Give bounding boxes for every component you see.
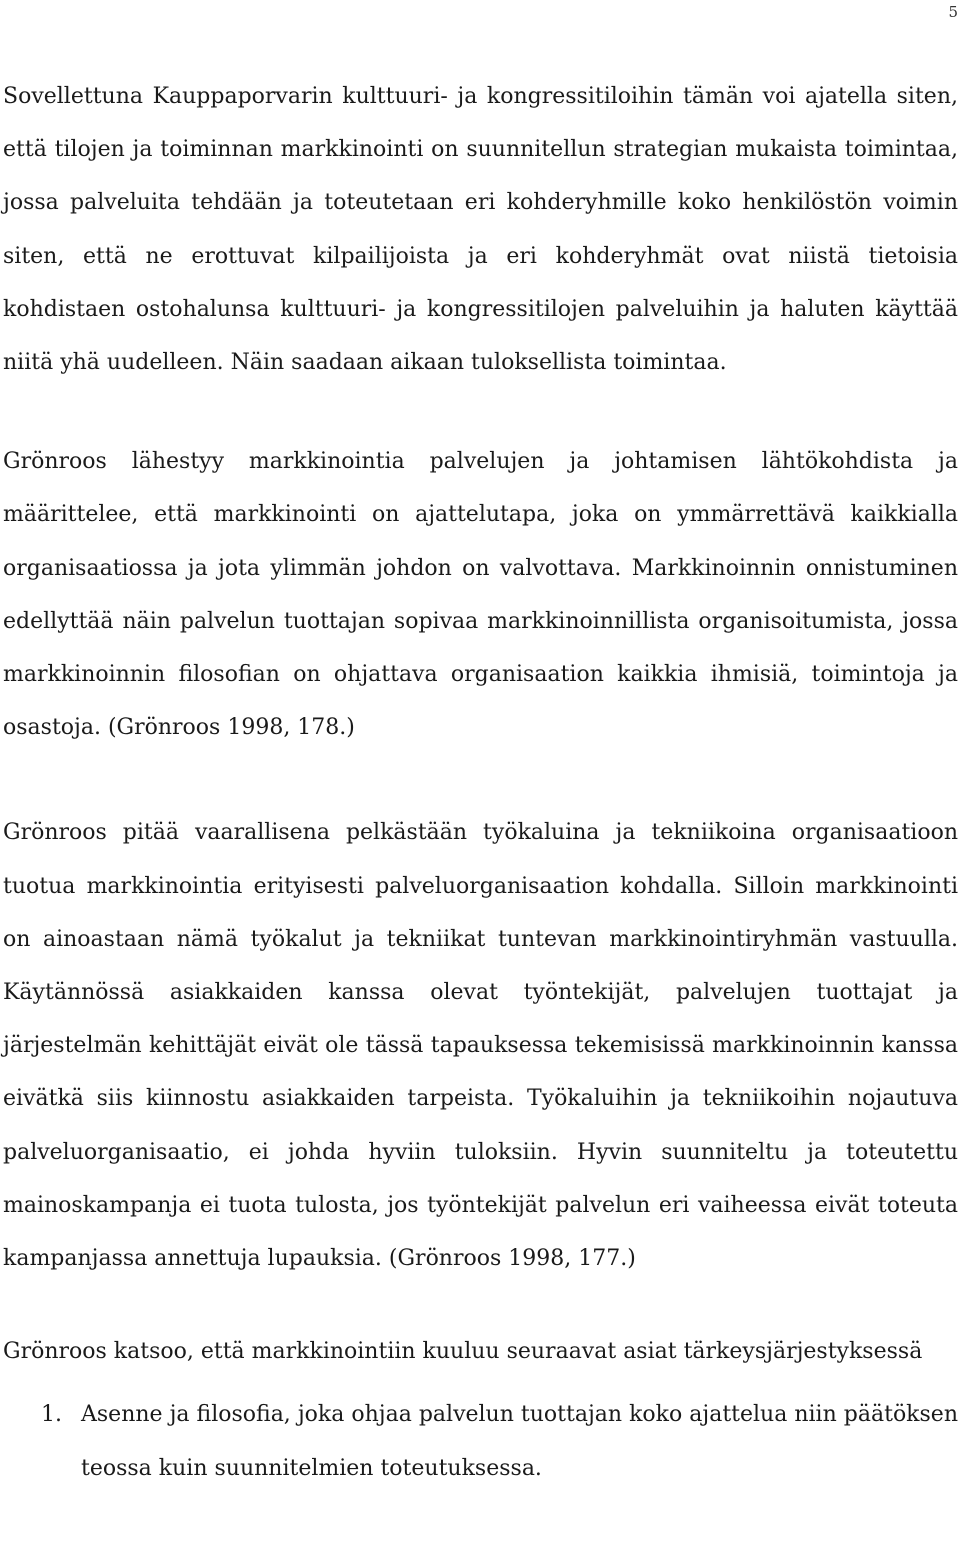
paragraph-list-intro: Grönroos katsoo, että markkinointiin kuuluu seuraavat asiat tärkeysjärjestyksessä bbox=[3, 1339, 923, 1365]
list-item-text: Asenne ja filosofia, joka ohjaa palvelun tuottajan koko ajattelua niin päätöksen teossa kuin suunnitelmien toteutuksessa. bbox=[81, 1402, 958, 1481]
paragraph-gronroos-definition: Grönroos lähestyy markkinointia palvelujen ja johtamisen lähtökohdista ja määrittelee, että markkinointi on ajattelutapa, joka on ymmärrettävä kaikkialla organisaatiossa ja jota ylimmän johdon on valvottava. Markkinoinnin onnistuminen edellyttää näin palvelun tuottajan sopivaa markkinoinnillista organisoitumista, jossa markkinoinnin filosofian on ohjattava organisaation kaikkia ihmisiä, toimintoja ja osastoja. (Grönroos 1998, 178.) bbox=[3, 449, 958, 741]
paragraph-gronroos-tools: Grönroos pitää vaarallisena pelkästään työkaluina ja tekniikoina organisaatioon tuotua markkinointia erityisesti palveluorganisaation kohdalla. Silloin markkinointi on ainoastaan nämä työkalut ja tekniikat tuntevan markkinointiryhmän vastuulla. Käytännössä asiakkaiden kanssa olevat työntekijät, palvelujen tuottajat ja järjestelmän kehittäjät eivät ole tässä tapauksessa tekemisissä markkinoinnin kanssa eivätkä siis kiinnostu asiakkaiden tarpeista. Työkaluihin ja tekniikoihin nojautuva palveluorganisaatio, ei johda hyviin tuloksiin. Hyvin suunniteltu ja toteutettu mainoskampanja ei tuota tulosta, jos työntekijät palvelun eri vaiheessa eivät toteuta kampanjassa annettuja lupauksia. (Grönroos 1998, 177.) bbox=[3, 820, 958, 1272]
priority-list bbox=[3, 1388, 958, 1494]
list-item bbox=[3, 1388, 958, 1494]
list-item-number: 1. bbox=[41, 1402, 62, 1428]
page-number: 5 bbox=[948, 3, 958, 21]
document-body bbox=[3, 70, 958, 1495]
paragraph-kauppaporvari: Sovellettuna Kauppaporvarin kulttuuri- ja kongressitiloihin tämän voi ajatella siten, että tilojen ja toiminnan markkinointi on suunnitellun strategian mukaista toimintaa, jossa palveluita tehdään ja toteutetaan eri kohderyhmille koko henkilöstön voimin siten, että ne erottuvat kilpailijoista ja eri kohderyhmät ovat niistä tietoisia kohdistaen ostohalunsa kulttuuri- ja kongressitilojen palveluihin ja haluten käyttää niitä yhä uudelleen. Näin saadaan aikaan tuloksellista toimintaa. bbox=[3, 84, 958, 376]
